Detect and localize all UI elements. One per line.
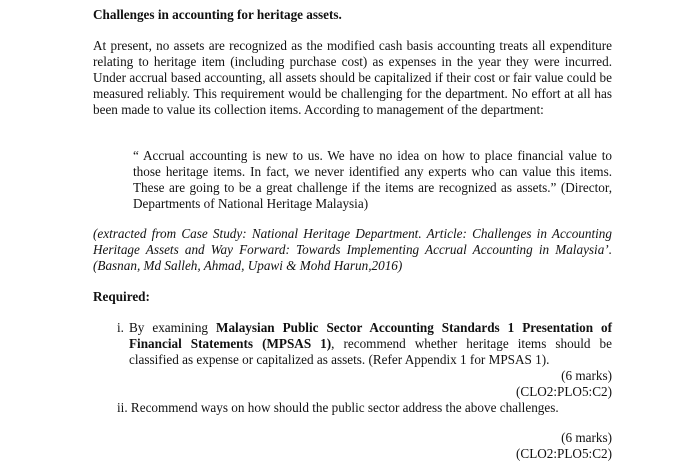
question-1-standard-name: Malaysian Public Sector Accounting Standards 1 Presentation of Financial Statements (MPSAS 1) (129, 320, 612, 351)
question-2-clo: (CLO2:PLO5:C2) (516, 446, 612, 461)
question-1-text-part: By examining (129, 320, 216, 335)
section-title: Challenges in accounting for heritage assets. (93, 7, 342, 22)
question-1-marks: (6 marks) (561, 368, 612, 383)
required-heading: Required: (93, 289, 150, 304)
question-1 (117, 320, 612, 368)
question-2 (117, 400, 612, 416)
source-citation: (extracted from Case Study: National Heritage Department. Article: Challenges in Accounting Heritage Assets and Way Forward: Towards Implementing Accrual Accounting in Malaysia’. (Basnan, Md Salleh, Ahmad, Upawi & Mohd Harun,2016) (93, 226, 612, 273)
question-2-text: Recommend ways on how should the public sector address the above challenges. (130, 400, 559, 415)
director-quote: “ Accrual accounting is new to us. We have no idea on how to place financial value to those heritage items. In fact, we never identified any experts who can value this items. These are going to be a great challenge if the items are recognized as assets.” (Director, Departments of National Heritage Malaysia) (133, 148, 612, 211)
case-paragraph: At present, no assets are recognized as the modified cash basis accounting treats all expenditure relating to heritage item (including purchase cost) as expenses in the year they were incurred. Under accrual based accounting, all assets should be capitalized if their cost or fair value could be measured reliably. This requirement would be challenging for the department. No effort at all has been made to value its collection items. According to management of the department: (93, 38, 612, 117)
question-2-marks: (6 marks) (561, 430, 612, 445)
question-1-text (129, 320, 612, 368)
question-1-text-part: , recommend whether heritage items should be classified as expense or capitalized as assets. (Refer Appendix 1 for MPSAS 1). (129, 336, 612, 367)
question-2-number: ii. (117, 400, 128, 415)
question-1-clo: (CLO2:PLO5:C2) (516, 384, 612, 399)
question-1-number: i. (117, 320, 124, 335)
